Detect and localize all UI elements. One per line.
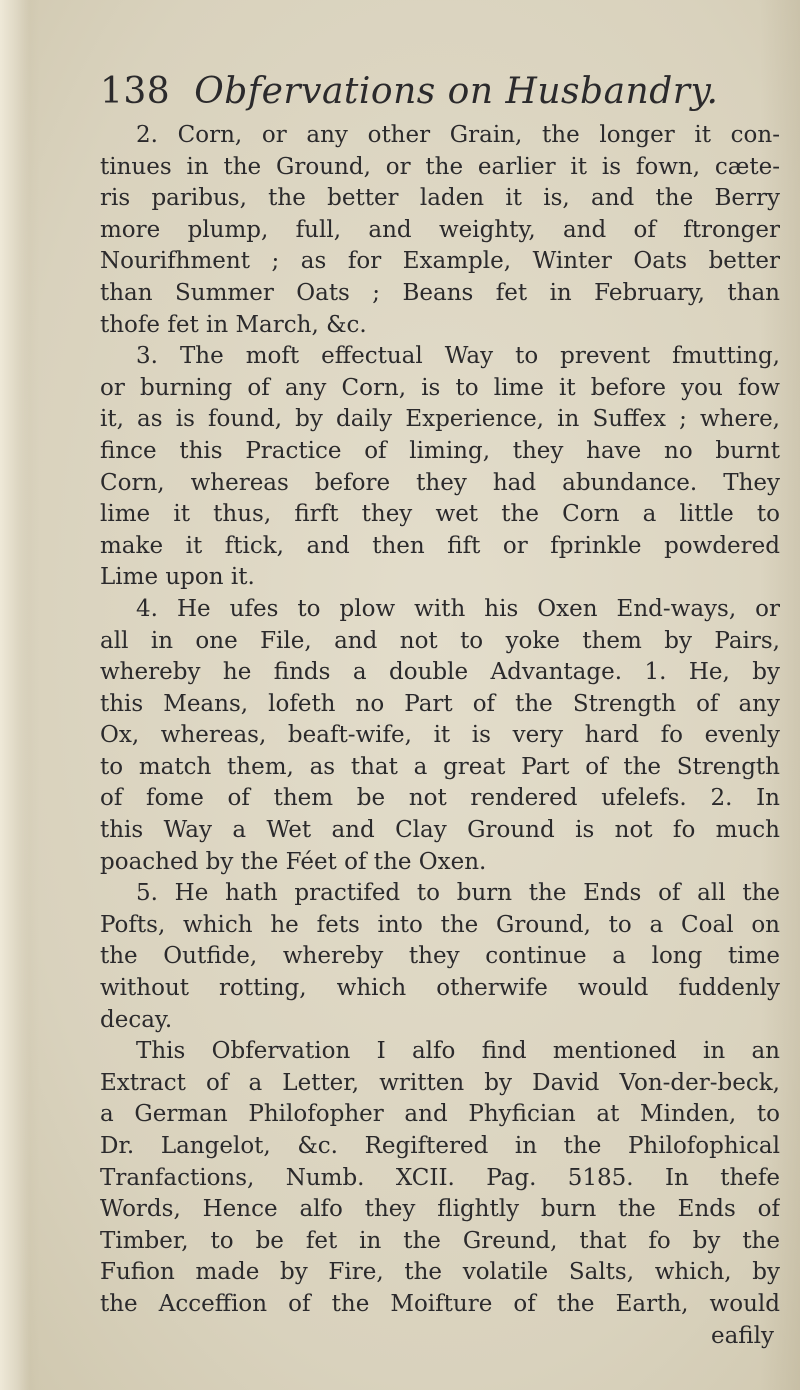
page-header [100, 64, 780, 120]
text-line: the Outfide, whereby they continue a long time [100, 943, 780, 970]
text-line: thofe fet in March, &c. [100, 311, 367, 338]
text-line: 2. Corn, or any other Grain, the longer it con- [136, 122, 780, 148]
text-line: or burning of any Corn, is to lime it before you fow [100, 374, 780, 401]
text-line: Ox, whereas, beaft-wife, it is very hard fo evenly [100, 722, 780, 749]
text-line: to match them, as that a great Part of the Strength [100, 753, 780, 780]
text-line: a German Philofopher and Phyfician at Minden, to [100, 1101, 780, 1128]
text-line: whereby he finds a double Advantage. 1. He, by [100, 659, 780, 686]
page-number: 138 [100, 71, 171, 112]
text-line: more plump, full, and weighty, and of ftronger [100, 216, 780, 243]
text-line: This Obfervation I alfo find mentioned in an [136, 1038, 780, 1065]
text-line: Timber, to be fet in the Greund, that fo by the [100, 1227, 780, 1254]
text-line: tinues in the Ground, or the earlier it is fown, cæte- [100, 153, 780, 180]
text-line: ris paribus, the better laden it is, and the Berry [100, 185, 780, 212]
text-line: of fome of them be not rendered ufelefs. 2. In [100, 785, 780, 812]
text-line: 4. He ufes to plow with his Oxen End-ways, or [136, 595, 780, 622]
text-line: Fufion made by Fire, the volatile Salts, which, by [100, 1259, 780, 1286]
catchword: eafily [710, 1322, 774, 1349]
text-line: Extract of a Letter, written by David Von-der-beck, [100, 1069, 780, 1096]
text-line: it, as is found, by daily Experience, in Suffex ; where, [100, 406, 780, 433]
text-line: Words, Hence alfo they flightly burn the Ends of [100, 1196, 780, 1223]
text-line: this Means, lofeth no Part of the Strength of any [100, 690, 780, 717]
page-gutter [0, 0, 30, 1390]
running-title: Obfervations on Husbandry. [194, 71, 719, 112]
text-line: than Summer Oats ; Beans fet in February, than [100, 279, 780, 306]
text-line: all in one File, and not to yoke them by Pairs, [100, 627, 780, 654]
text-line: Dr. Langelot, &c. Regiftered in the Philofophical [100, 1133, 780, 1159]
page-text-block [100, 64, 780, 1352]
text-line: Pofts, which he fets into the Ground, to a Coal on [100, 911, 780, 938]
text-line: 3. The moft effectual Way to prevent fmutting, [136, 343, 780, 370]
text-line: Tranfactions, Numb. XCII. Pag. 5185. In thefe [100, 1164, 780, 1191]
text-line: fince this Practice of liming, they have no burnt [100, 437, 780, 464]
text-line: decay. [100, 1006, 173, 1033]
text-line: make it ftick, and then fift or fprinkle powdered [100, 532, 780, 559]
text-line: lime it thus, firft they wet the Corn a little to [100, 501, 780, 528]
text-line: 5. He hath practifed to burn the Ends of all the [136, 880, 780, 907]
text-line: poached by the Féet of the Oxen. [100, 848, 487, 875]
text-line: Nourifhment ; as for Example, Winter Oats better [100, 248, 780, 275]
text-line: this Way a Wet and Clay Ground is not fo much [100, 817, 780, 844]
text-line: Lime upon it. [100, 564, 255, 591]
text-line: without rotting, which otherwife would fuddenly [100, 975, 780, 1002]
text-line: Corn, whereas before they had abundance. They [100, 469, 780, 496]
text-line: the Acceffion of the Moifture of the Earth, would [100, 1290, 780, 1317]
